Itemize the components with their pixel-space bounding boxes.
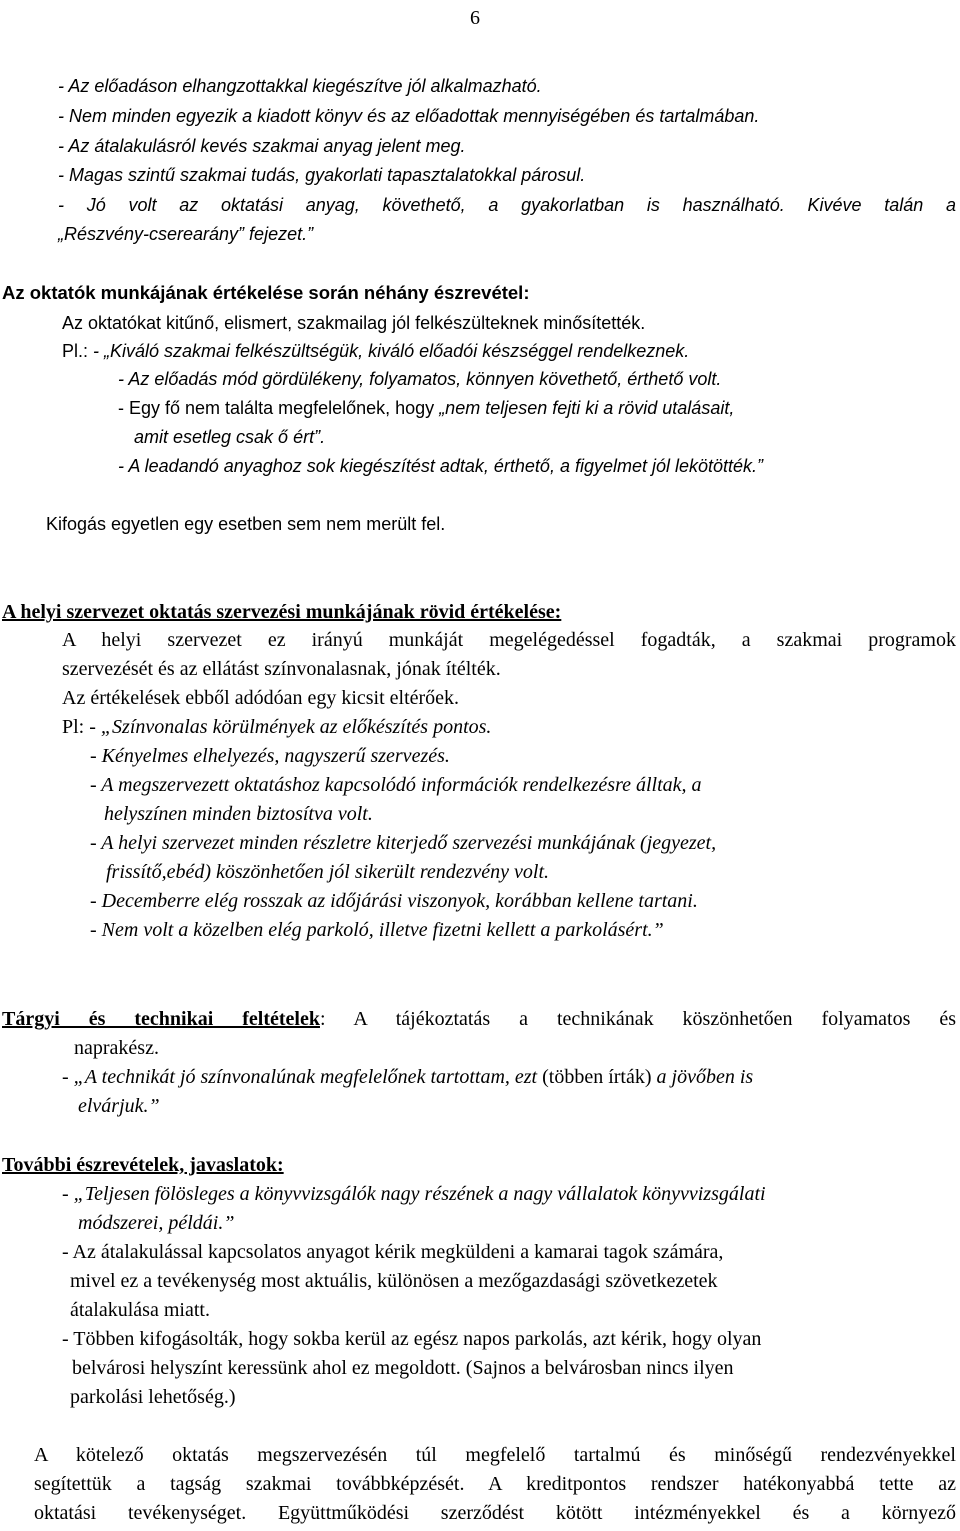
paragraph-line: A helyi szervezet ez irányú munkáját megelégedéssel fogadták, a szakmai programok [62, 629, 956, 651]
paragraph-line: szervezését és az ellátást színvonalasnak, jónak ítélték. [62, 658, 501, 680]
quote-line: - „Teljesen fölösleges a könyvvizsgálók nagy részének a nagy vállalatok könyvvizsgálati [62, 1183, 766, 1205]
section-heading: Tárgyi és technikai feltételek [2, 1008, 320, 1030]
quote-line: - Kényelmes elhelyezés, nagyszerű szervezés. [90, 745, 450, 767]
section-heading: További észrevételek, javaslatok: [2, 1154, 284, 1176]
quote-line: elvárjuk.” [78, 1095, 160, 1117]
intro-line: - Az előadáson elhangzottakkal kiegészítve jól alkalmazható. [58, 76, 542, 96]
intro-line: „Részvény-cserearány” fejezet.” [58, 224, 314, 244]
page-number: 6 [470, 7, 480, 29]
pl-label: Pl.: [62, 341, 89, 361]
paragraph-line: Az értékelések ebből adódóan egy kicsit eltérőek. [62, 687, 460, 709]
intro-line: - Az átalakulásról kevés szakmai anyag jelent meg. [58, 136, 466, 156]
section-heading: A helyi szervezet oktatás szervezési munkájának rövid értékelése: [2, 601, 562, 623]
quote-line: módszerei, példái.” [78, 1212, 235, 1234]
bullet-line: mivel ez a tevékenység most aktuális, különösen a mezőgazdasági szövetkezetek [70, 1270, 718, 1292]
intro-line: - Magas szintű szakmai tudás, gyakorlati tapasztalatokkal párosul. [58, 165, 586, 185]
pl-label: Pl: - [62, 716, 101, 738]
quote-line: - A leadandó anyaghoz sok kiegészítést adtak, érthető, a figyelmet jól lekötötték.” [118, 456, 764, 476]
bullet-line: átalakulása miatt. [70, 1299, 210, 1321]
closing-line: A kötelező oktatás megszervezésén túl megfelelő tartalmú és minőségű rendezvényekkel [34, 1444, 956, 1466]
closing-line: oktatási tevékenységet. Együttműködési szerződést kötött intézményekkel és a környező [34, 1502, 956, 1524]
quote-line: - Nem volt a közelben elég parkoló, illetve fizetni kellett a parkolásért.” [90, 919, 664, 941]
quote-line: - Egy fő nem találta megfelelőnek, hogy „nem teljesen fejti ki a rövid utalásait, [118, 398, 735, 418]
quote-line: - Az előadás mód gördülékeny, folyamatos, könnyen követhető, érthető volt. [118, 369, 722, 389]
section-line: Tárgyi és technikai feltételek: A tájékoztatás a technikának köszönhetően folyamatos és [2, 1008, 956, 1030]
quote-line: - „A technikát jó színvonalúnak megfelelőnek tartottam, ezt (többen írták) a jövőben is [62, 1066, 754, 1088]
bullet-line: belvárosi helyszínt keressünk ahol ez megoldott. (Sajnos a belvárosban nincs ilyen [72, 1357, 734, 1379]
quote-line: - A megszervezett oktatáshoz kapcsolódó információk rendelkezésre álltak, a [90, 774, 702, 796]
bullet-line: - Az átalakulással kapcsolatos anyagot kérik megküldeni a kamarai tagok számára, [62, 1241, 724, 1263]
section-heading: Az oktatók munkájának értékelése során néhány észrevétel: [2, 282, 530, 303]
quote-line: Pl: - „Színvonalas körülmények az előkészítés pontos. [62, 716, 492, 738]
paragraph-line: Kifogás egyetlen egy esetben sem nem merült fel. [46, 514, 446, 534]
quote-line: - Decemberre elég rosszak az időjárási viszonyok, korábban kellene tartani. [90, 890, 698, 912]
intro-line: - Jó volt az oktatási anyag, követhető, a gyakorlatban is használható. Kivéve talán a [58, 195, 956, 215]
closing-line: segítettük a tagság szakmai továbbképzését. A kreditpontos rendszer hatékonyabbá tette az [34, 1473, 956, 1495]
quote-line: helyszínen minden biztosítva volt. [104, 803, 373, 825]
quote-line: amit esetleg csak ő ért”. [134, 427, 326, 447]
paragraph-line: naprakész. [74, 1037, 159, 1059]
paragraph-line: Az oktatókat kitűnő, elismert, szakmailag jól felkészülteknek minősítették. [62, 313, 646, 333]
bullet-line: - Többen kifogásolták, hogy sokba kerül az egész napos parkolás, azt kérik, hogy olyan [62, 1328, 762, 1350]
quote-line: frissítő,ebéd) köszönhetően jól sikerült rendezvény volt. [106, 861, 550, 883]
bullet-line: parkolási lehetőség.) [70, 1386, 236, 1408]
quote-line: Pl.: - „Kiváló szakmai felkészültségük, kiváló előadói készséggel rendelkeznek. [62, 341, 690, 361]
quote-line: - A helyi szervezet minden részletre kiterjedő szervezési munkájának (jegyezet, [90, 832, 717, 854]
intro-line: - Nem minden egyezik a kiadott könyv és az előadottak mennyiségében és tartalmában. [58, 106, 760, 126]
